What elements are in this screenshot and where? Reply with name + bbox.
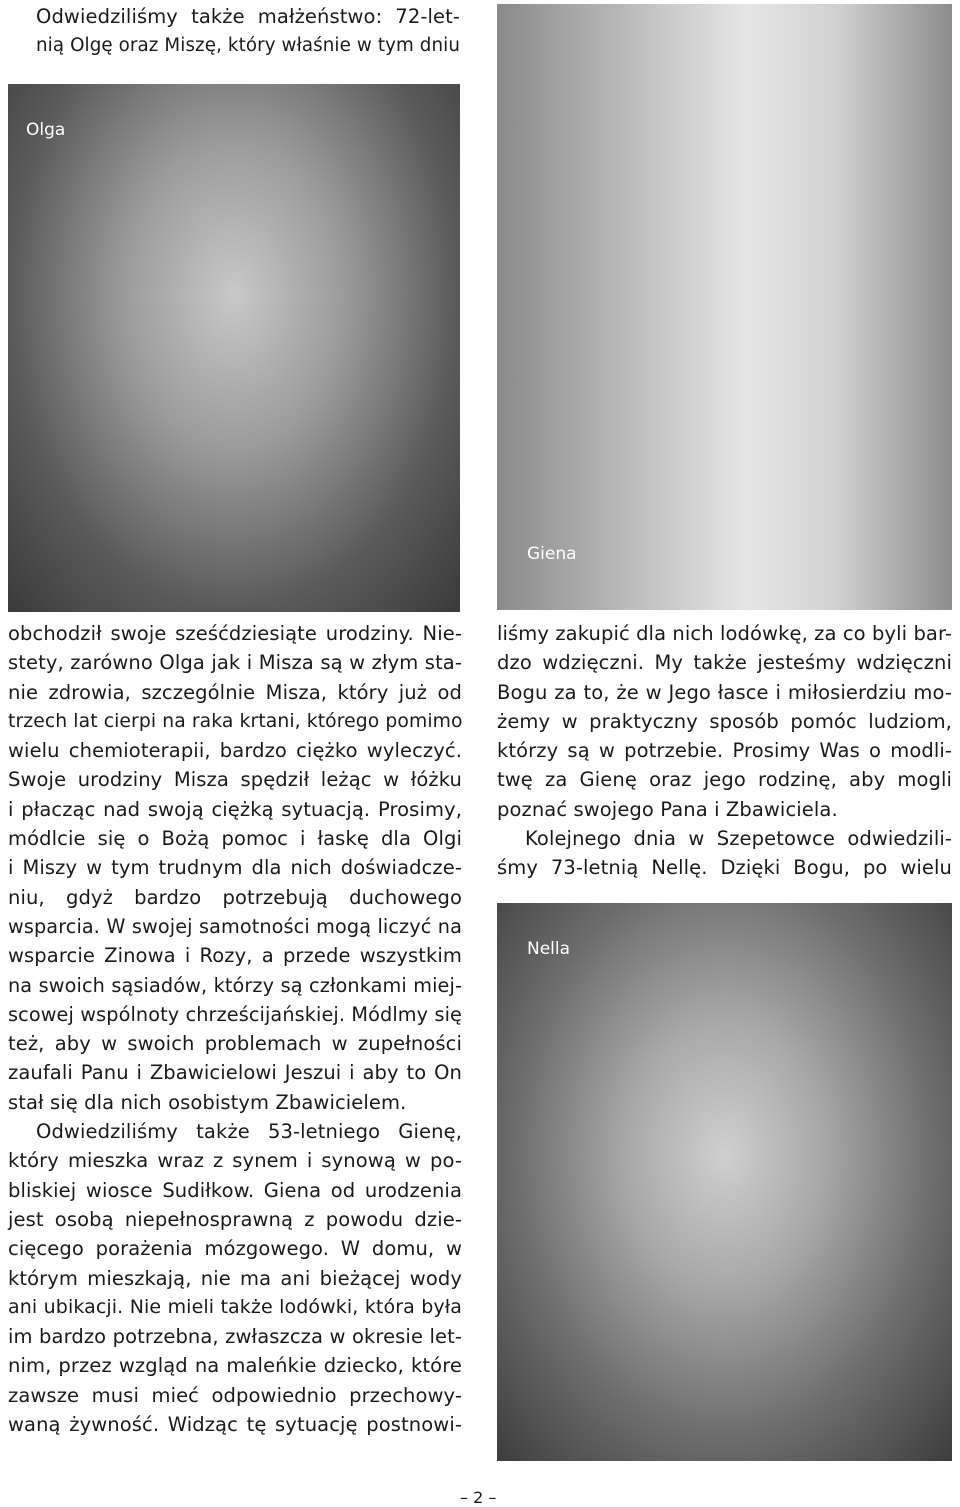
- text-line: im bardzo potrzebna, zwłaszcza w okresie let-: [8, 1325, 462, 1349]
- page-number: – 2 –: [460, 1488, 497, 1507]
- text-line: scowej wspólnoty chrześcijańskiej. Módlmy się: [8, 1002, 462, 1026]
- top-text: [36, 2, 460, 61]
- text-line: stety, zarówno Olga jak i Misza są w złym sta-: [8, 651, 462, 675]
- text-line: zawsze musi mieć odpowiednio przechowy-: [8, 1383, 462, 1407]
- text-line: obchodził swoje sześćdziesiąte urodziny. Nie-: [8, 622, 462, 645]
- photo-caption: Olga: [26, 120, 66, 140]
- photo-caption: Giena: [527, 544, 577, 564]
- text-line: śmy 73-letnią Nellę. Dzięki Bogu, po wielu: [497, 856, 952, 880]
- text-line: żemy w praktyczny sposób pomóc ludziom,: [497, 709, 952, 733]
- text-line: Odwiedziliśmy także małżeństwo: 72-let-: [36, 5, 460, 28]
- text-line: ani ubikacji. Nie mieli także lodówki, która była: [8, 1295, 462, 1318]
- text-line: nią Olgę oraz Miszę, który właśnie w tym dniu: [36, 35, 460, 57]
- text-line: wsparcia. W swojej samotności mogą liczyć na: [8, 914, 462, 938]
- text-line: waną żywność. Widząc tę sytuację postnowi-: [8, 1413, 462, 1437]
- photo-nella: [497, 903, 952, 1461]
- text-line: którzy są w potrzebie. Prosimy Was o modli-: [497, 739, 952, 763]
- text-line: nim, przez wzgląd na maleńkie dziecko, które: [8, 1354, 462, 1378]
- text-line: dzo wdzięczni. My także jesteśmy wdzięczni: [497, 651, 952, 675]
- photo-caption: Nella: [527, 939, 571, 959]
- right-column-text: [497, 619, 952, 883]
- text-line: trzech lat cierpi na raka krtani, którego pomimo: [8, 710, 463, 732]
- text-line: cięcego porażenia mózgowego. W domu, w: [8, 1237, 462, 1261]
- text-line: zaufali Panu i Zbawicielowi Jeszui i aby to On: [8, 1061, 462, 1085]
- text-line: na swoich sąsiadów, którzy są członkami miej-: [8, 973, 462, 997]
- text-line: Bogu za to, że w Jego łasce i miłosierdziu mo-: [497, 680, 952, 704]
- text-line: i Miszy w tym trudnym dla nich doświadcze-: [8, 856, 462, 880]
- text-line: liśmy zakupić dla nich lodówkę, za co byli bar-: [497, 622, 952, 645]
- text-line: bliskiej wiosce Sudiłkow. Giena od urodzenia: [8, 1178, 462, 1202]
- text-line: wsparcie Zinowa i Rozy, a przede wszystkim: [8, 944, 462, 968]
- photo-olga: [8, 84, 460, 612]
- text-line: Kolejnego dnia w Szepetowce odwiedzili-: [525, 827, 952, 851]
- text-line: Swoje urodziny Misza spędził leżąc w łóżku: [8, 768, 462, 792]
- text-line: nie zdrowia, szczególnie Misza, który już od: [8, 680, 462, 704]
- text-line: poznać swojego Pana i Zbawiciela.: [497, 797, 838, 821]
- left-column-text: [8, 619, 462, 1439]
- text-line: którym mieszkają, nie ma ani bieżącej wody: [8, 1266, 462, 1290]
- text-line: jest osobą niepełnosprawną z powodu dzie-: [8, 1207, 462, 1231]
- text-line: stał się dla nich osobistym Zbawicielem.: [8, 1090, 407, 1114]
- text-line: wielu chemioterapii, bardzo ciężko wyleczyć.: [8, 739, 462, 763]
- text-line: niu, gdyż bardzo potrzebują duchowego: [8, 885, 462, 909]
- text-line: który mieszka wraz z synem i synową w po-: [8, 1149, 462, 1173]
- photo-giena: [497, 4, 952, 610]
- text-line: twę za Gienę oraz jego rodzinę, aby mogli: [497, 768, 952, 792]
- text-line: Odwiedziliśmy także 53-letniego Gienę,: [36, 1120, 462, 1144]
- text-line: i płacząc nad swoją ciężką sytuacją. Prosimy,: [8, 797, 462, 821]
- text-line: módlcie się o Bożą pomoc i łaskę dla Olgi: [8, 827, 462, 851]
- text-line: też, aby w swoich problemach w zupełności: [8, 1032, 462, 1056]
